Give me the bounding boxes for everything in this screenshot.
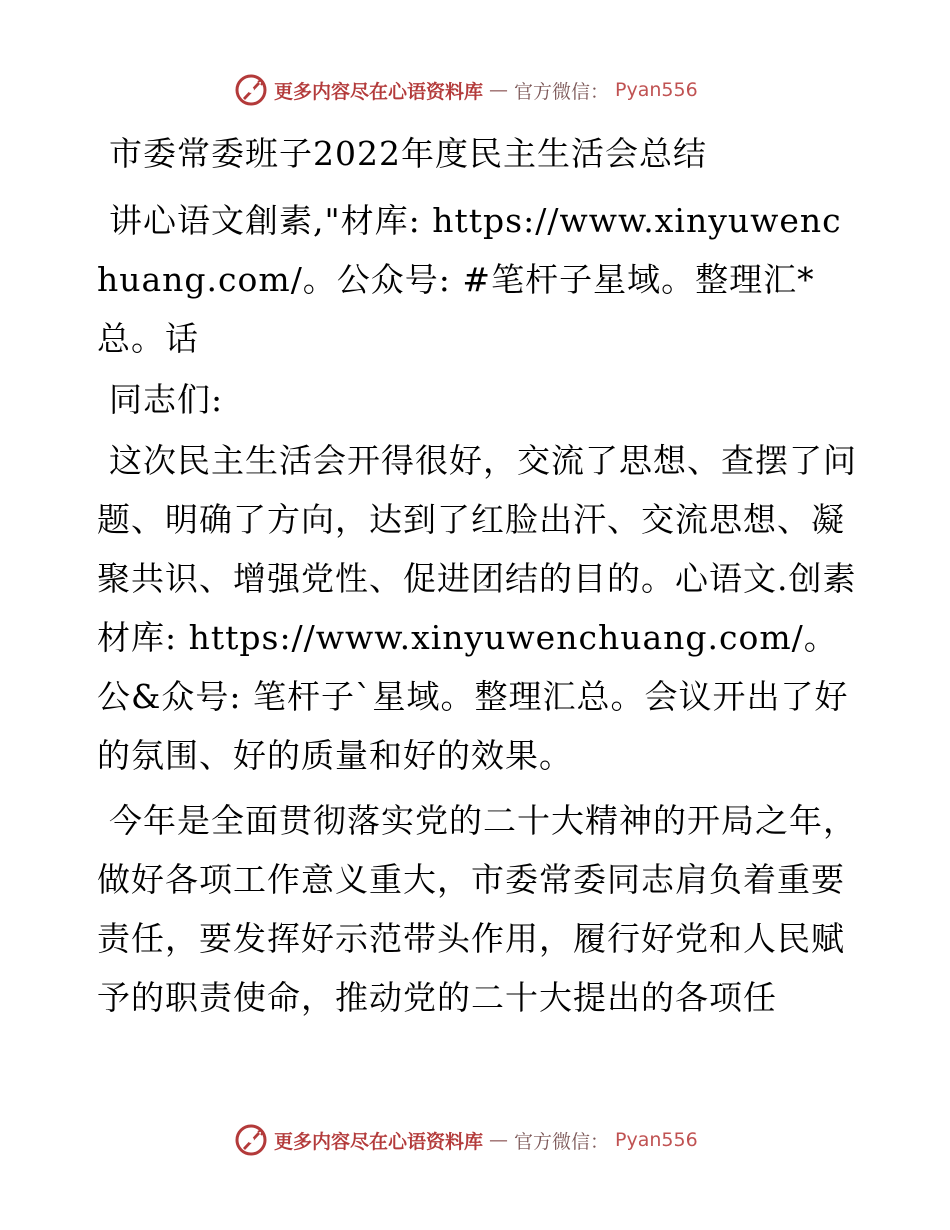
watermark-brand-text: 更多内容尽在心语资料库 (274, 80, 484, 103)
quill-logo-icon (234, 73, 268, 107)
document-title: 市委常委班子2022年度民主生活会总结 (109, 134, 707, 173)
paragraph-salutation: 同志们: (109, 380, 224, 419)
paragraph-source-note: 讲心语文創素,"材库: https://www.xinyuwenchuang.com/。公众号: #笔杆子星域。整理汇*总。话 (97, 201, 842, 358)
watermark-wechat-id: Pyan556 (615, 79, 698, 101)
watermark-separator: — (489, 1129, 509, 1151)
paragraph-year-tasks: 今年是全面贯彻落实党的二十大精神的开局之年，做好各项工作意义重大，市委常委同志肩负着重要责任，要发挥好示范带头作用，履行好党和人民赋予的职责使命，推动党的二十大提出的各项任 (97, 801, 857, 1017)
watermark-wechat-id: Pyan556 (615, 1129, 698, 1151)
document-body (97, 124, 857, 1027)
quill-logo-icon (234, 1123, 268, 1157)
footer-watermark (234, 1120, 698, 1160)
paragraph-meeting-summary: 这次民主生活会开得很好，交流了思想、查摆了问题、明确了方向，达到了红脸出汗、交流思想、凝聚共识、增强党性、促进团结的目的。心语文.创素材库: https://www.xinyuwenchuang.com/。公&众号: 笔杆子`星域。整理汇总。会议开出了好的氛围、好的质量和好的效果。 (97, 441, 857, 775)
watermark-separator: — (489, 79, 509, 101)
header-watermark (234, 70, 698, 110)
watermark-brand-text: 更多内容尽在心语资料库 (274, 1130, 484, 1153)
watermark-wechat-label: 官方微信： (514, 80, 610, 103)
watermark-wechat-label: 官方微信： (514, 1130, 610, 1153)
